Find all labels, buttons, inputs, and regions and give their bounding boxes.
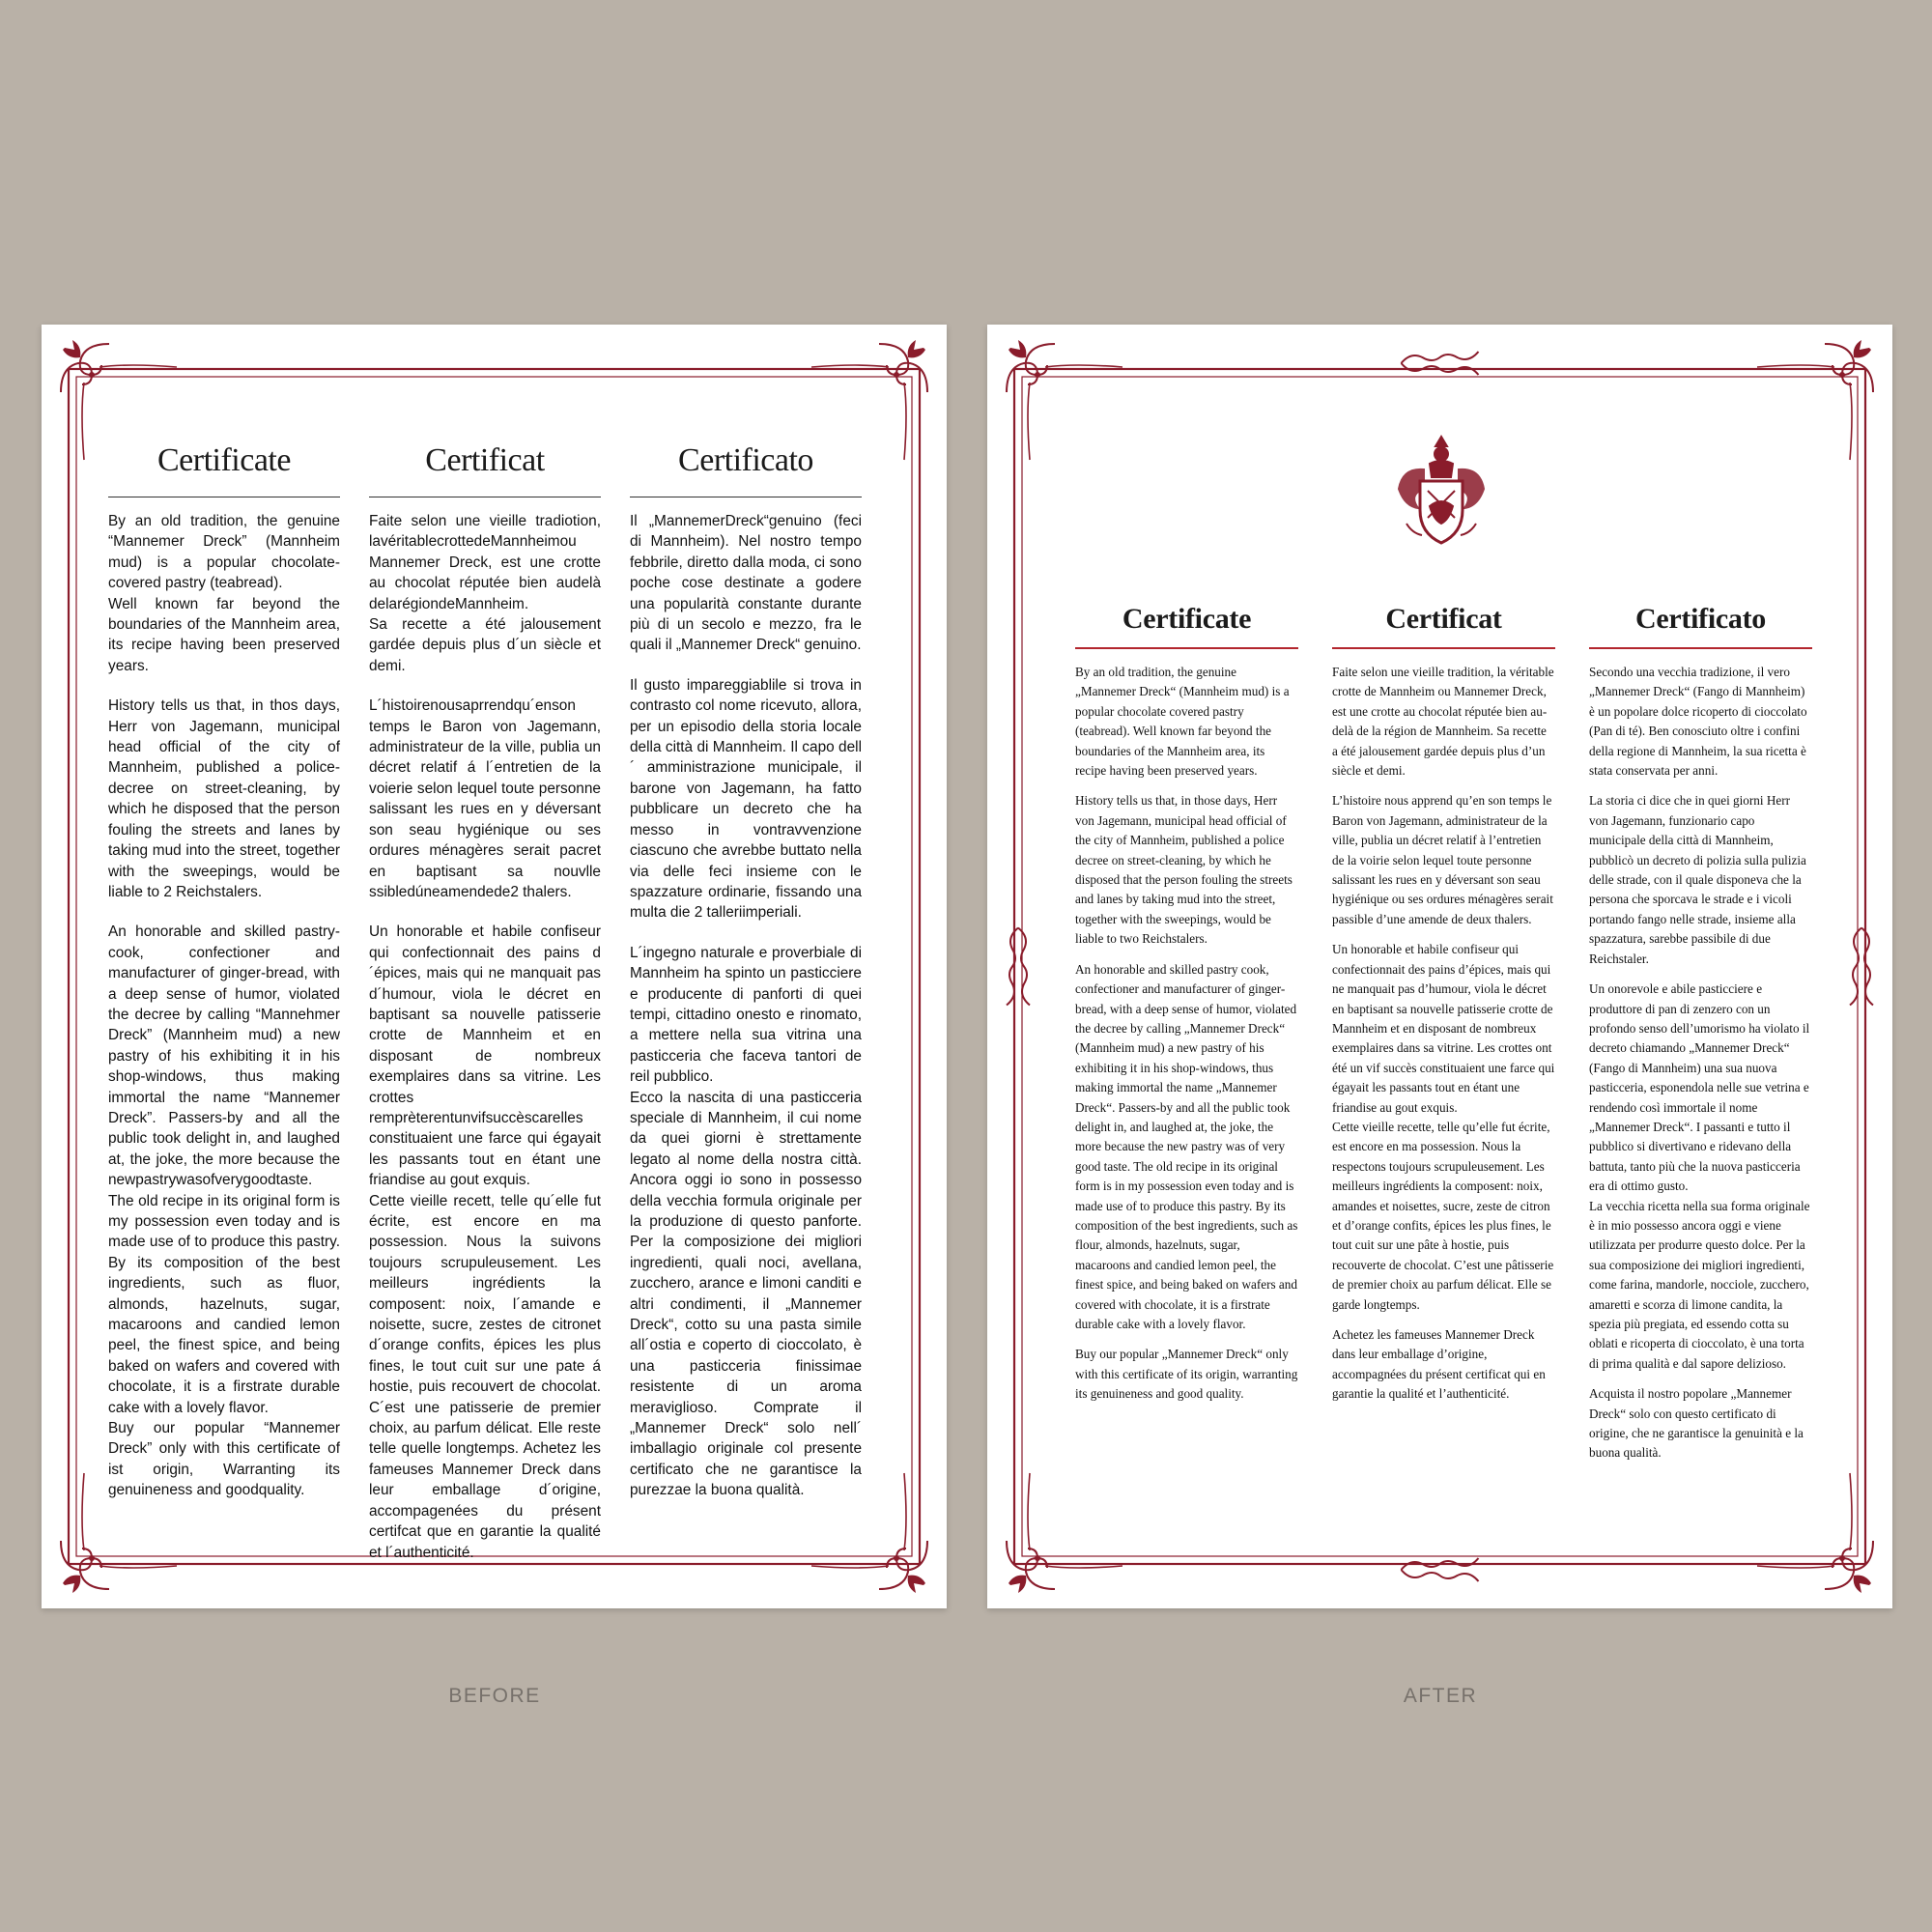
corner-ornament-icon — [1007, 340, 1122, 460]
column-title: Certificat — [425, 442, 545, 478]
paragraph: L´histoirenousaprrendqu´enson temps le Baron von Jagemann, administrateur de la ville, publia un décret relatif á l´entretien de la voierie selon lequel toute personne salissant les rues en y déversant son seau hygiénique ou ses ordures ménagères serait pacret en baptisant sa nouvlle ssibledúneamendede2 thalers. — [369, 697, 601, 900]
before-column-italian — [630, 412, 862, 1522]
paragraph: An honorable and skilled pastry cook, confectioner and manufacturer of ginger-bread, with a deep sense of humor, violated the decree by calling „Mannemer Dreck“ (Mannheim mud) a new pastry of his exhibiting it in his shop-windows, thus making immortal the name „Mannemer Dreck“. Passers-by and all the public took delight in, and laughed at, the joke, the more because the new pastry was of very good taste. The old recipe in its original form is in my possession even today and is made use of to produce this pastry. By its composition of the best ingredients, such as flour, almonds, hazelnuts, sugar, macaroons and candied lemon peel, the finest spice, and being baked on wafers and covered with chocolate, it is a firstrate durable cake with a lovely flavor. — [1075, 961, 1298, 1331]
paragraph: By an old tradition, the genuine „Mannemer Dreck“ (Mannheim mud) is a popular chocolate covered pastry (teabread). Well known far beyond the boundaries of the Mannheim area, its recipe having been preserved years. — [1075, 665, 1290, 779]
after-column-english — [1075, 576, 1298, 1551]
paragraph: Achetez les fameuses Mannemer Dreck dans leur emballage d’origine, accompagnées du présent certificat qui en garantie la qualité et l’authenticité. — [1332, 1327, 1546, 1402]
paragraph: Acquista il nostro popolare „Mannemer Dreck“ solo con questo certificato di origine, che ne garantisce la genuinità e la buona qualità. — [1589, 1386, 1804, 1461]
paragraph: L´ingegno naturale e proverbiale di Mannheim ha spinto un pasticciere e producente di panforti di quei tempi, cittadino onesto e rinomato, a mettere nella sua vitrina una pasticceria che faceva tantori de reil pubblico. Ecco la nascita di una pasticceria speciale di Mannheim, il cui nome da quei giorni è strettamente legato al nome della nostra città. Ancora oggi io sono in possesso della vecchia formula originale per la produzione di questo panforte. Per la composizione dei migliori ingredienti, quali noci, avellana, zucchero, arance e limoni canditi e altri condimenti, il „Mannemer Dreck“, cotto su una pasta simile all´ostia e coperto di cioccolato, è una pasticceria finissimae resistente di un aroma meraviglioso. Comprate il „Mannemer Dreck“ solo nell´ imballagio originale col presente certificato che ne garantisce la purezzae la buona qualità. — [630, 944, 862, 1499]
before-columns — [108, 412, 912, 1561]
column-title: Certificato — [678, 442, 813, 478]
before-column-english — [108, 412, 340, 1522]
corner-ornament-icon — [1757, 340, 1873, 460]
coat-of-arms-icon — [1391, 431, 1492, 553]
paragraph: History tells us that, in those days, Herr von Jagemann, municipal head official of the city of Mannheim, published a police decree on street-cleaning, by which he disposed that the person fouling the streets and lanes by taking mud into the street, together with the sweepings, would be liable to two Reichstalers. — [1075, 793, 1293, 947]
paragraph: History tells us that, in thos days, Herr von Jagemann, municipal head official of the city of Mannheim, published a police-decree on street-cleaning, by which he disposed that the person fouling the streets and lanes by taking mud into the street, together with the sweepings, would be liable to 2 Reichstalers. — [108, 697, 340, 900]
after-columns — [1075, 576, 1812, 1551]
column-title: Certificate — [1122, 603, 1252, 635]
mid-ornament-icon — [1007, 928, 1030, 1006]
paragraph: Secondo una vecchia tradizione, il vero „Mannemer Dreck“ (Fango di Mannheim) è un popolare dolce ricoperto di cioccolato (Pan di té). Ben conosciuto oltre i confini della regione di Mannheim, la sua ricetta è stata conservata per anni. — [1589, 665, 1807, 779]
paragraph: By an old tradition, the genuine “Mannemer Dreck” (Mannheim mud) is a popular chocolate-covered pastry (teabread). Well known far beyond the boundaries of the Mannheim area, its recipe having been preserved years. — [108, 513, 340, 674]
paragraph: Un honorable et habile confiseur qui confectionnait des pains d’épices, mais qui ne manquait pas d’humour, viola le décret en baptisant sa nouvelle patisserie crotte de Mannheim et en disposant de nombreux exemplaires dans sa vitrine. Les crottes ont été un vif succès constituaient une farce qui égayait les passants tout en étant une friandise au gout exquis. Cette vieille recette, telle qu’elle fut écrite, est encore en ma possession. Nous la respectons toujours scrupuleusement. Les meilleurs ingrédients la composent: noix, amandes et noisettes, sucre, zeste de citron et d’orange confits, épices les plus fines, le tout cuit sur une pâte à hostie, puis recouverte de chocolat. C’est une pâtisserie de premier choix au parfum délicat. Elle se garde longtemps. — [1332, 942, 1555, 1312]
paragraph: An honorable and skilled pastry-cook, confectioner and manufacturer of ginger-bread, with a deep sense of humor, violated the decree by calling “Mannehmer Dreck” (Mannheim mud) a new pastry of his exhibiting it in his shop-windows, thus making immortal the name “Mannemer Dreck”. Passers-by and all the public took delight in, and laughed at, the joke, the more because the newpastrywasofverygoodtaste. The old recipe in its original form is my possession even today and is made use of to produce this pastry. By its composition of the best ingredients, such as fluor, almonds, hazelnuts, sugar, macaroons and candied lemon peel, the finest spice, and being baked on wafers and covered with chocolate, it is a firstrate durable cake with a lovely flavor. Buy our popular “Mannemer Dreck” only with this certificate of ist origin, Warranting its genuineness and goodquality. — [108, 923, 340, 1499]
after-column-french — [1332, 576, 1555, 1551]
column-title: Certificato — [1635, 603, 1766, 635]
paragraph: L’histoire nous apprend qu’en son temps le Baron von Jagemann, administrateur de la ville, publia un décret relatif à l’entretien de la voirie selon lequel toute personne salissant les rues en y déversant son seau hygiénique ou ses ordures ménagères serait passible d’une amende de deux thalers. — [1332, 793, 1553, 926]
paragraph: La storia ci dice che in quei giorni Herr von Jagemann, funzionario capo municipale della città di Mannheim, pubblicò un decreto di polizia sulla pulizia delle strade, con il quale disponeva che la persona che sporcava le strade e i vicoli portando fango nelle strade, insieme alla spazzatura, sarebbe passibile di due Reichstaler. — [1589, 793, 1806, 966]
column-title: Certificate — [157, 442, 291, 478]
paragraph: Un onorevole e abile pasticciere e produttore di pan di zenzero con un profondo senso dell’umorismo ha violato il decreto chiamando „Mannemer Dreck“ (Fango di Mannheim) una sua nuova pasticceria, esponendola nelle sue vetrina e rendendo così immortale il nome „Mannemer Dreck“. I passanti e tutto il pubblico si divertivano e ridevano della battuta, tanto più che la nuova pasticceria era di ottimo gusto. La vecchia ricetta nella sua forma originale è in mio possesso ancora oggi e viene utilizzata per produrre questo dolce. Per la sua composizione dei migliori ingredienti, come farina, mandorle, nocciole, zucchero, amaretti e scorza di limone candita, la spezia più pregiata, ed essendo cotta su oblati e ricoperta di cioccolato, è una torta di prima qualità e dal sapore delizioso. — [1589, 981, 1810, 1371]
title-rule — [1075, 647, 1298, 649]
mid-ornament-icon — [1850, 928, 1873, 1006]
mid-ornament-icon — [1402, 1558, 1479, 1581]
before-column-french — [369, 412, 601, 1561]
caption-before: BEFORE — [448, 1685, 541, 1707]
certificate-after-page — [987, 325, 1892, 1608]
paragraph: Faite selon une vieille tradition, la véritable crotte de Mannheim ou Mannemer Dreck, est une crotte au chocolat réputée bien au-delà de la région de Mannheim. Sa recette a été jalousement gardée depuis plus d’un siècle et demi. — [1332, 665, 1554, 779]
certificate-before-page — [42, 325, 947, 1608]
paragraph: Buy our popular „Mannemer Dreck“ only with this certificate of its origin, warranting its genuineness and good quality. — [1075, 1347, 1298, 1402]
paragraph: Un honorable et habile confiseur qui confectionnait des pains d´épices, mais qui ne manquait pas d´humour, viola le décret en baptisant sa nouvelle patisserie crotte de Mannheim et en disposant de nombreux exemplaires dans sa vitrine. Les crottes remprèterentunvifsuccèscarelles constituaient une farce qui égayait les passants tout en étant une friandise au gout exquis. Cette vieille recett, telle qu´elle fut écrite, est encore en ma possession. Nous la suivons toujours scrupuleusement. Les meilleurs ingrédients la composent: noix, l´amande e noisette, sucre, zestes de citronet d´orange confits, épices les plus fines, le tout cuit sur une pate á hostie, puis recouvert de chocolat. C´est une patisserie de premier choix, au parfum délicat. Elle reste telle quelle longtemps. Achetez les fameuses Mannemer Dreck dans leur emballage d´origine, accompagenées du présent certifcat que en garantie la qualité et l´authenticité. — [369, 923, 601, 1561]
paragraph: Il gusto impareggiablile si trova in contrasto col nome ricevuto, allora, per un episodio della storia locale della città di Mannheim. Il capo dell´ amministrazione municipale, il barone von Jagemann, ha fatto pubblicare un decreto che ha messo in vontravvenzione ciascuno che avrebbe buttato nella via delle feci insieme con le spazzature ordinarie, fissando una multa die 2 talleriimperiali. — [630, 676, 862, 922]
caption-after: AFTER — [1403, 1685, 1478, 1707]
paragraph: Faite selon une vieille tradiotion, lavéritablecrottedeMannheimou Mannemer Dreck, est une crotte au chocolat réputée bien audelà delarégiondeMannheim. Sa recette a été jalousement gardée depuis plus d´un siècle et demi. — [369, 513, 601, 674]
title-rule — [1332, 647, 1555, 649]
mid-ornament-icon — [1402, 352, 1479, 375]
after-column-italian — [1589, 576, 1812, 1551]
title-rule — [1589, 647, 1812, 649]
column-title: Certificat — [1385, 603, 1502, 635]
paragraph: Il „MannemerDreck“genuino (feci di Mannheim). Nel nostro tempo febbrile, diretto dalla moda, ci sono poche cose destinate a godere una popularità constante durante più di un secolo e mezzo, fra le quali il „Mannemer Dreck“ genuino. — [630, 513, 862, 654]
